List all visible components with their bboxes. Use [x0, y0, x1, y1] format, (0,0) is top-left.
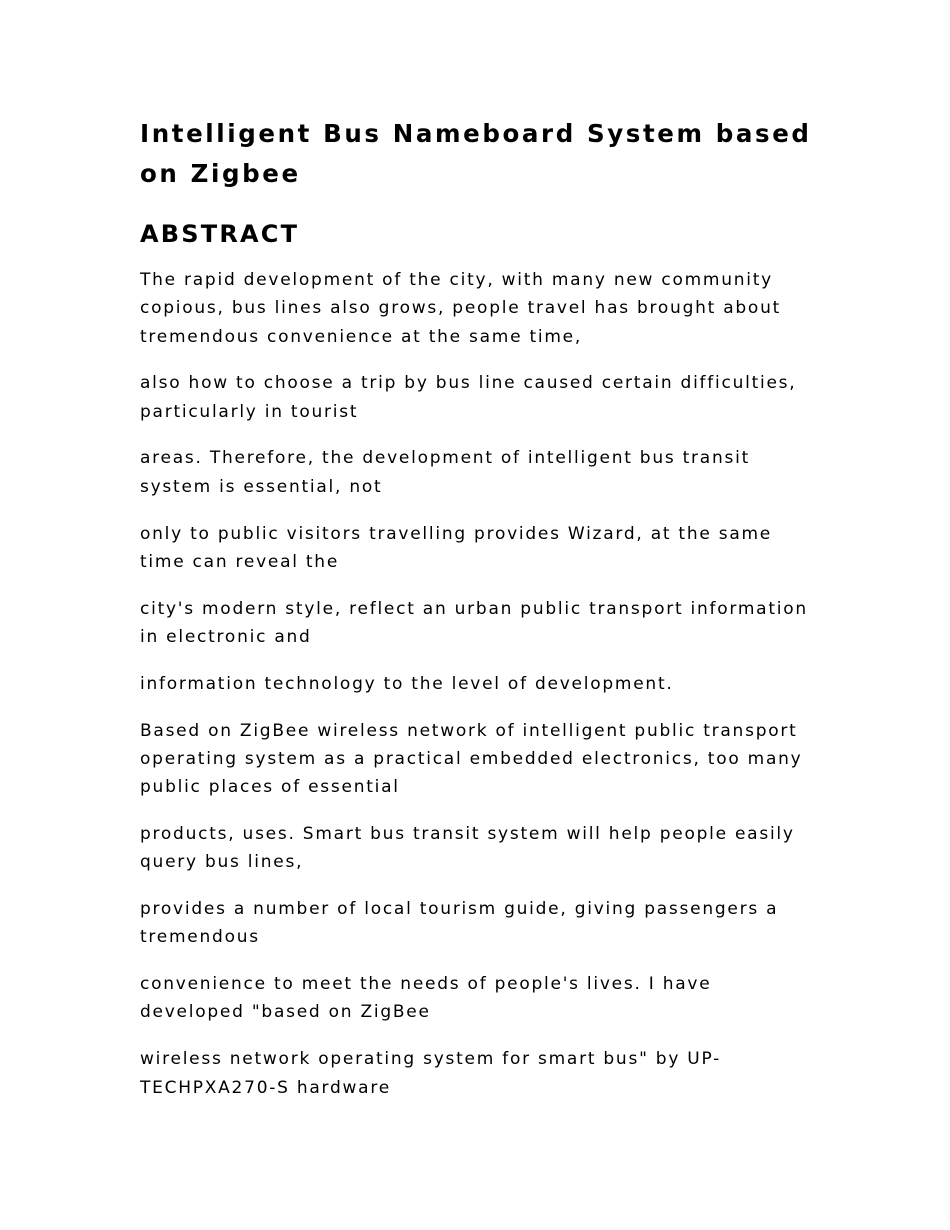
abstract-paragraph: convenience to meet the needs of people's lives. I have developed "based on ZigBee: [140, 974, 712, 1023]
abstract-paragraph: city's modern style, reflect an urban public transport information in electronic and: [140, 598, 808, 647]
abstract-body: [140, 266, 820, 1102]
abstract-heading: ABSTRACT: [140, 220, 300, 248]
document-title: Intelligent Bus Nameboard System based on Zigbee: [140, 119, 812, 188]
abstract-paragraph: only to public visitors travelling provides Wizard, at the same time can reveal the: [140, 523, 773, 572]
abstract-paragraph: information technology to the level of development.: [140, 673, 674, 694]
abstract-paragraph: products, uses. Smart bus transit system will help people easily query bus lines,: [140, 823, 795, 873]
abstract-paragraph: wireless network operating system for smart bus" by UP-TECHPXA270-S hardware: [140, 1049, 721, 1098]
abstract-paragraph: areas. Therefore, the development of intelligent bus transit system is essential, not: [140, 448, 750, 497]
document-page: [140, 114, 820, 1120]
abstract-paragraph: The rapid development of the city, with many new community copious, bus lines also grows, people travel has brought about tremendous convenience at the same time,: [140, 270, 782, 347]
abstract-paragraph: Based on ZigBee wireless network of intelligent public transport operating system as a practical embedded electronics, too many public places of essential: [140, 720, 803, 798]
abstract-paragraph: also how to choose a trip by bus line caused certain difficulties, particularly in tourist: [140, 373, 797, 422]
abstract-paragraph: provides a number of local tourism guide, giving passengers a tremendous: [140, 899, 779, 948]
